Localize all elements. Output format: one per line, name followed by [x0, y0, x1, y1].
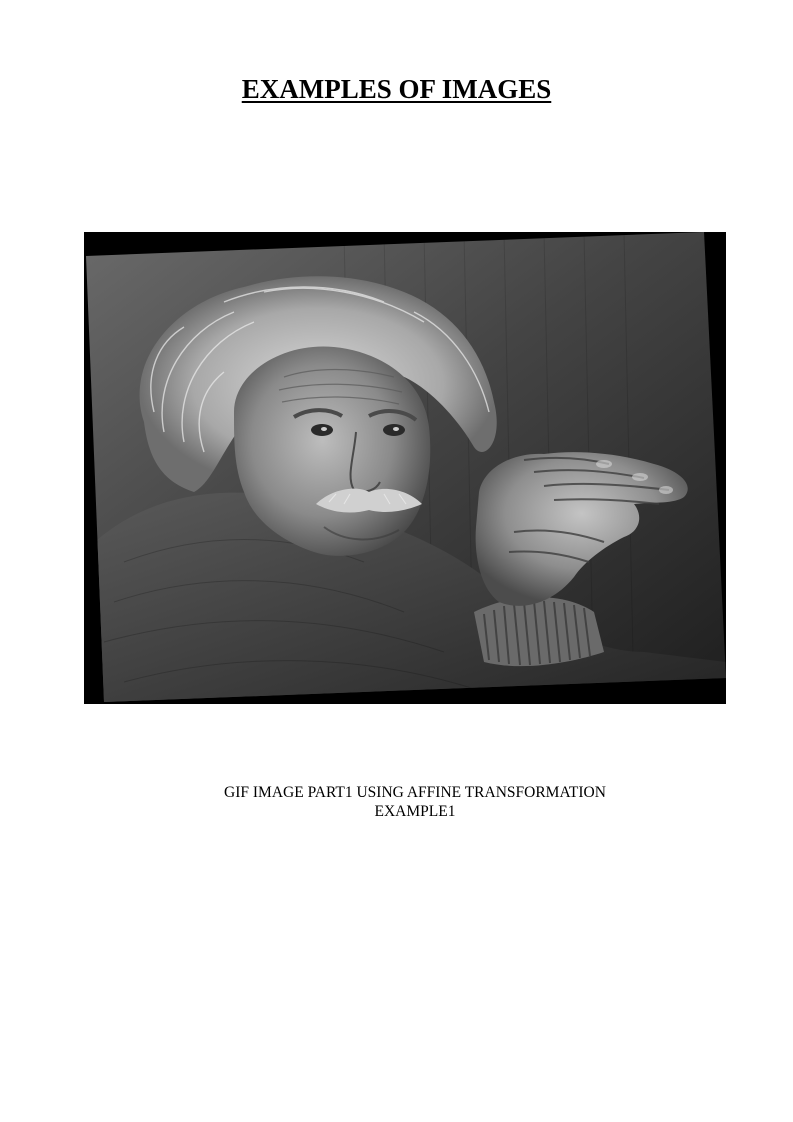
affine-transformed-photo [84, 232, 726, 704]
portrait-photo-illustration [84, 232, 726, 704]
caption-line-2: EXAMPLE1 [374, 803, 456, 820]
caption-line-1: GIF IMAGE PART1 USING AFFINE TRANSFORMATION [224, 784, 606, 801]
figure-caption [0, 783, 793, 821]
page-title: EXAMPLES OF IMAGES [241, 74, 552, 104]
